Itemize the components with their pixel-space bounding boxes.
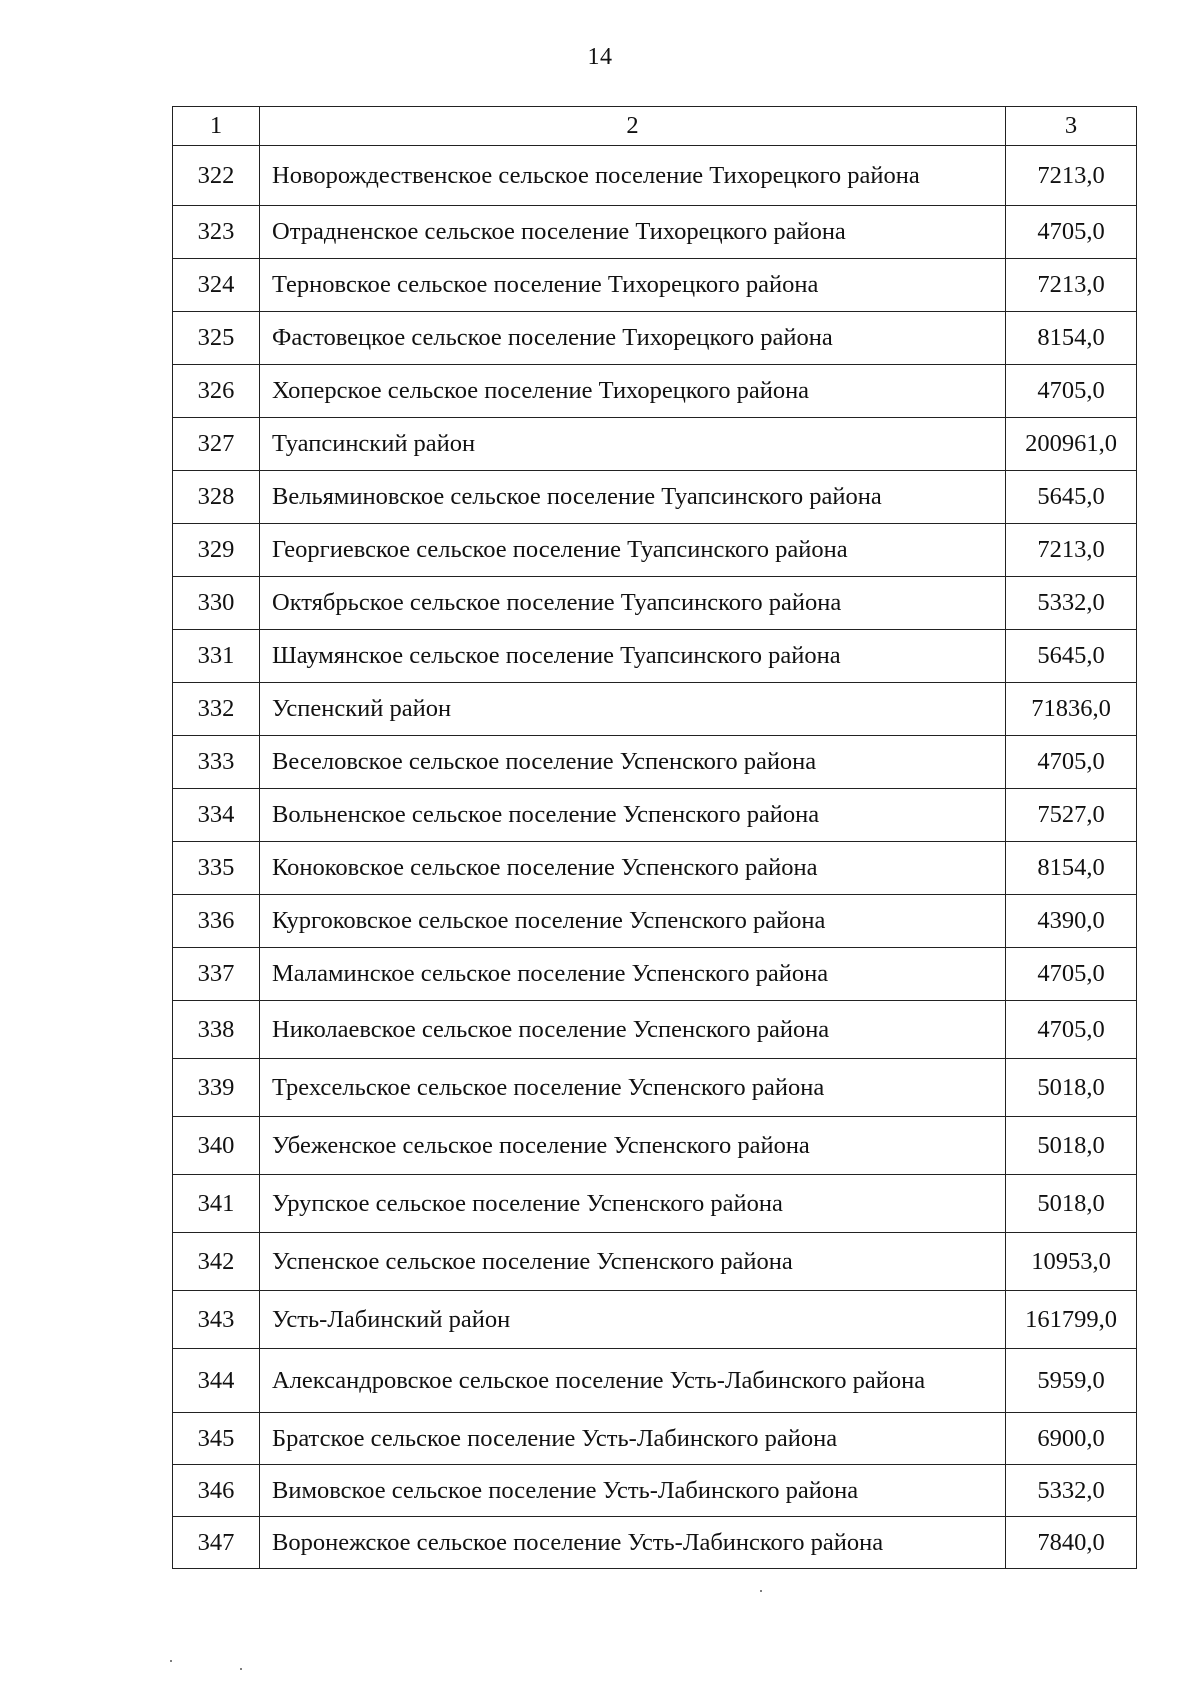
row-number: 345 (173, 1413, 260, 1465)
row-number: 328 (173, 471, 260, 524)
row-value: 5959,0 (1006, 1349, 1137, 1413)
row-name: Убеженское сельское поселение Успенского района (260, 1117, 1006, 1175)
row-name: Трехсельское сельское поселение Успенского района (260, 1059, 1006, 1117)
table-row (173, 1059, 1137, 1117)
row-value: 200961,0 (1006, 418, 1137, 471)
row-value: 7213,0 (1006, 259, 1137, 312)
table-row (173, 1175, 1137, 1233)
row-value: 5018,0 (1006, 1059, 1137, 1117)
row-value: 7840,0 (1006, 1517, 1137, 1569)
row-name: Фастовецкое сельское поселение Тихорецкого района (260, 312, 1006, 365)
row-number: 331 (173, 630, 260, 683)
row-value: 5332,0 (1006, 577, 1137, 630)
row-number: 329 (173, 524, 260, 577)
row-name: Кургоковское сельское поселение Успенского района (260, 895, 1006, 948)
row-value: 5645,0 (1006, 471, 1137, 524)
row-name: Отрадненское сельское поселение Тихорецкого района (260, 206, 1006, 259)
row-name: Александровское сельское поселение Усть-Лабинского района (260, 1349, 1006, 1413)
row-value: 7527,0 (1006, 789, 1137, 842)
row-number: 330 (173, 577, 260, 630)
table-row (173, 471, 1137, 524)
table-row (173, 1291, 1137, 1349)
row-name: Коноковское сельское поселение Успенского района (260, 842, 1006, 895)
scan-speck (760, 1590, 762, 1592)
row-value: 8154,0 (1006, 312, 1137, 365)
table-row (173, 895, 1137, 948)
row-value: 4705,0 (1006, 206, 1137, 259)
table-row (173, 948, 1137, 1001)
row-name: Вельяминовское сельское поселение Туапсинского района (260, 471, 1006, 524)
row-number: 337 (173, 948, 260, 1001)
row-name: Воронежское сельское поселение Усть-Лабинского района (260, 1517, 1006, 1569)
row-number: 324 (173, 259, 260, 312)
row-number: 325 (173, 312, 260, 365)
row-value: 4705,0 (1006, 736, 1137, 789)
row-number: 338 (173, 1001, 260, 1059)
table-row (173, 1233, 1137, 1291)
table-row (173, 146, 1137, 206)
row-number: 335 (173, 842, 260, 895)
table-row (173, 1413, 1137, 1465)
row-number: 340 (173, 1117, 260, 1175)
row-value: 8154,0 (1006, 842, 1137, 895)
row-name: Терновское сельское поселение Тихорецкого района (260, 259, 1006, 312)
table-row (173, 630, 1137, 683)
row-number: 326 (173, 365, 260, 418)
row-number: 322 (173, 146, 260, 206)
table-row (173, 259, 1137, 312)
row-value: 10953,0 (1006, 1233, 1137, 1291)
row-number: 339 (173, 1059, 260, 1117)
row-value: 6900,0 (1006, 1413, 1137, 1465)
table-row (173, 206, 1137, 259)
row-number: 332 (173, 683, 260, 736)
table-row (173, 1001, 1137, 1059)
row-number: 327 (173, 418, 260, 471)
row-name: Вимовское сельское поселение Усть-Лабинского района (260, 1465, 1006, 1517)
scan-speck (240, 1668, 242, 1670)
row-value: 161799,0 (1006, 1291, 1137, 1349)
row-name: Братское сельское поселение Усть-Лабинского района (260, 1413, 1006, 1465)
row-number: 333 (173, 736, 260, 789)
row-name: Маламинское сельское поселение Успенского района (260, 948, 1006, 1001)
table-row (173, 683, 1137, 736)
row-name: Усть-Лабинский район (260, 1291, 1006, 1349)
row-name: Шаумянское сельское поселение Туапсинского района (260, 630, 1006, 683)
row-number: 346 (173, 1465, 260, 1517)
row-name: Вольненское сельское поселение Успенского района (260, 789, 1006, 842)
row-number: 342 (173, 1233, 260, 1291)
data-table (172, 106, 1137, 1569)
table-row (173, 842, 1137, 895)
row-value: 5645,0 (1006, 630, 1137, 683)
table-row (173, 789, 1137, 842)
page-number: 14 (587, 44, 613, 70)
row-number: 347 (173, 1517, 260, 1569)
row-number: 343 (173, 1291, 260, 1349)
header-row (173, 107, 1137, 146)
table-row (173, 1349, 1137, 1413)
header-col-3: 3 (1006, 107, 1137, 146)
table-row (173, 577, 1137, 630)
row-number: 334 (173, 789, 260, 842)
row-number: 344 (173, 1349, 260, 1413)
row-value: 5018,0 (1006, 1117, 1137, 1175)
table-row (173, 524, 1137, 577)
header-col-2: 2 (260, 107, 1006, 146)
header-col-1: 1 (173, 107, 260, 146)
row-name: Урупское сельское поселение Успенского района (260, 1175, 1006, 1233)
table-row (173, 1117, 1137, 1175)
table-row (173, 1465, 1137, 1517)
row-value: 71836,0 (1006, 683, 1137, 736)
row-name: Успенское сельское поселение Успенского района (260, 1233, 1006, 1291)
row-value: 4705,0 (1006, 948, 1137, 1001)
row-name: Хоперское сельское поселение Тихорецкого района (260, 365, 1006, 418)
row-value: 7213,0 (1006, 524, 1137, 577)
row-number: 341 (173, 1175, 260, 1233)
row-value: 4705,0 (1006, 1001, 1137, 1059)
row-name: Новорождественское сельское поселение Тихорецкого района (260, 146, 1006, 206)
row-name: Веселовское сельское поселение Успенского района (260, 736, 1006, 789)
row-value: 5018,0 (1006, 1175, 1137, 1233)
row-number: 336 (173, 895, 260, 948)
row-name: Георгиевское сельское поселение Туапсинского района (260, 524, 1006, 577)
row-name: Туапсинский район (260, 418, 1006, 471)
row-value: 5332,0 (1006, 1465, 1137, 1517)
row-number: 323 (173, 206, 260, 259)
row-name: Николаевское сельское поселение Успенского района (260, 1001, 1006, 1059)
row-name: Успенский район (260, 683, 1006, 736)
table-row (173, 736, 1137, 789)
table-row (173, 312, 1137, 365)
table-row (173, 1517, 1137, 1569)
row-value: 4390,0 (1006, 895, 1137, 948)
table-row (173, 418, 1137, 471)
row-value: 4705,0 (1006, 365, 1137, 418)
scan-speck (170, 1660, 172, 1662)
row-value: 7213,0 (1006, 146, 1137, 206)
row-name: Октябрьское сельское поселение Туапсинского района (260, 577, 1006, 630)
table-row (173, 365, 1137, 418)
